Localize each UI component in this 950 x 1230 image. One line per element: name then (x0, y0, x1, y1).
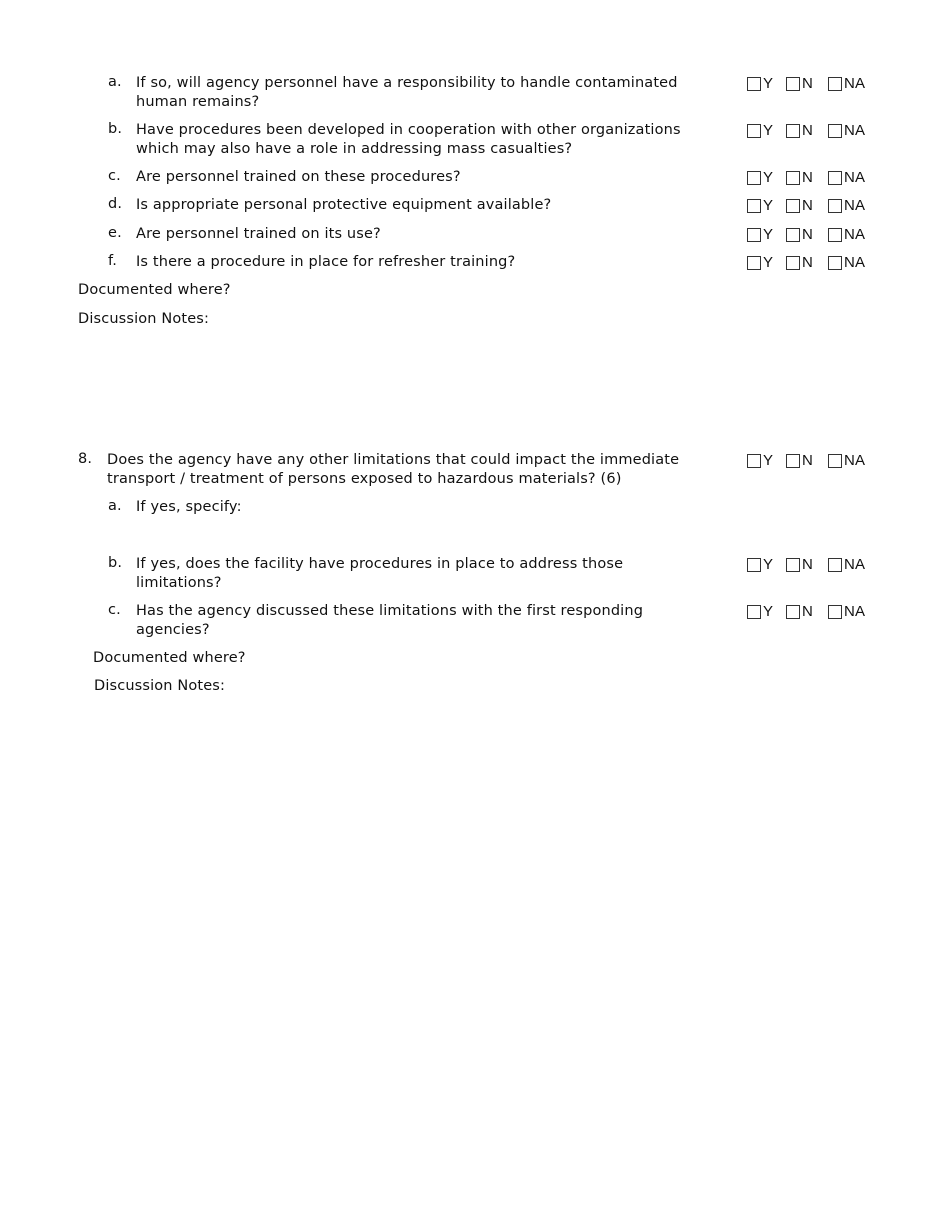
na-checkbox[interactable] (828, 228, 842, 242)
yes-checkbox[interactable] (747, 124, 761, 138)
na-label: NA (844, 254, 866, 271)
na-option[interactable] (828, 168, 865, 187)
question-text: Have procedures been developed in cooperation with other organizations which may also have a role in addressing mass casualties? (136, 122, 681, 157)
yes-checkbox[interactable] (747, 256, 761, 270)
documented-where-label: Documented where? (93, 650, 246, 666)
na-checkbox[interactable] (828, 77, 842, 91)
question-marker: a. (108, 74, 122, 90)
yes-label: Y (763, 122, 774, 139)
yes-label: Y (763, 603, 774, 620)
no-checkbox[interactable] (786, 256, 800, 270)
question-marker: c. (108, 602, 121, 618)
na-checkbox[interactable] (828, 454, 842, 468)
question-text: Are personnel trained on these procedures? (136, 169, 461, 185)
no-option[interactable] (786, 168, 813, 187)
na-checkbox[interactable] (828, 171, 842, 185)
no-label: N (802, 556, 813, 573)
no-label: N (802, 75, 813, 92)
no-option[interactable] (786, 225, 813, 244)
yes-option[interactable] (747, 74, 773, 93)
no-label: N (802, 452, 813, 469)
question-marker: f. (108, 253, 117, 269)
no-option[interactable] (786, 74, 813, 93)
no-option[interactable] (786, 602, 813, 621)
question-marker: c. (108, 168, 121, 184)
discussion-notes-label: Discussion Notes: (94, 678, 226, 694)
documented-where-label: Documented where? (78, 282, 231, 298)
yes-label: Y (763, 556, 774, 573)
na-label: NA (844, 197, 866, 214)
yes-checkbox[interactable] (747, 605, 761, 619)
yes-checkbox[interactable] (747, 171, 761, 185)
na-label: NA (844, 226, 866, 243)
na-label: NA (844, 603, 866, 620)
no-option[interactable] (786, 451, 813, 470)
question-text: If yes, specify: (136, 499, 242, 515)
na-label: NA (844, 75, 866, 92)
no-option[interactable] (786, 253, 813, 272)
question-text: Is appropriate personal protective equipment available? (136, 197, 552, 213)
no-label: N (802, 122, 813, 139)
na-checkbox[interactable] (828, 558, 842, 572)
na-label: NA (844, 169, 866, 186)
na-label: NA (844, 556, 866, 573)
question-number: 8. (78, 451, 93, 467)
no-checkbox[interactable] (786, 77, 800, 91)
no-checkbox[interactable] (786, 454, 800, 468)
discussion-notes-label: Discussion Notes: (78, 311, 210, 327)
no-label: N (802, 169, 813, 186)
question-text: If so, will agency personnel have a responsibility to handle contaminated human remains? (136, 75, 678, 110)
yes-label: Y (763, 452, 774, 469)
yes-option[interactable] (747, 253, 773, 272)
yes-checkbox[interactable] (747, 77, 761, 91)
question-text: Is there a procedure in place for refresher training? (136, 254, 516, 270)
question-text: Does the agency have any other limitations that could impact the immediate transport / treatment of persons exposed to hazardous materials? (6) (107, 452, 680, 487)
yes-label: Y (763, 197, 774, 214)
na-option[interactable] (828, 555, 865, 574)
no-checkbox[interactable] (786, 199, 800, 213)
no-checkbox[interactable] (786, 171, 800, 185)
na-option[interactable] (828, 253, 865, 272)
no-option[interactable] (786, 196, 813, 215)
yes-label: Y (763, 75, 774, 92)
na-checkbox[interactable] (828, 124, 842, 138)
no-label: N (802, 226, 813, 243)
yes-option[interactable] (747, 555, 773, 574)
yes-label: Y (763, 169, 774, 186)
yes-option[interactable] (747, 168, 773, 187)
na-option[interactable] (828, 451, 865, 470)
question-marker: e. (108, 225, 122, 241)
question-text: Are personnel trained on its use? (136, 226, 381, 242)
yes-checkbox[interactable] (747, 199, 761, 213)
na-option[interactable] (828, 225, 865, 244)
yes-label: Y (763, 254, 774, 271)
na-option[interactable] (828, 602, 865, 621)
na-option[interactable] (828, 121, 865, 140)
yes-option[interactable] (747, 196, 773, 215)
question-text: If yes, does the facility have procedures in place to address those limitations? (136, 556, 624, 591)
yes-option[interactable] (747, 451, 773, 470)
na-label: NA (844, 122, 866, 139)
question-marker: a. (108, 498, 122, 514)
question-text: Has the agency discussed these limitations with the first responding agencies? (136, 603, 644, 638)
no-checkbox[interactable] (786, 228, 800, 242)
question-marker: d. (108, 196, 123, 212)
yes-option[interactable] (747, 225, 773, 244)
na-option[interactable] (828, 74, 865, 93)
yes-option[interactable] (747, 602, 773, 621)
yes-label: Y (763, 226, 774, 243)
question-marker: b. (108, 555, 123, 571)
question-marker: b. (108, 121, 123, 137)
no-label: N (802, 197, 813, 214)
no-option[interactable] (786, 121, 813, 140)
no-option[interactable] (786, 555, 813, 574)
na-checkbox[interactable] (828, 605, 842, 619)
no-label: N (802, 254, 813, 271)
yes-checkbox[interactable] (747, 454, 761, 468)
yes-checkbox[interactable] (747, 558, 761, 572)
na-checkbox[interactable] (828, 256, 842, 270)
na-option[interactable] (828, 196, 865, 215)
na-label: NA (844, 452, 866, 469)
no-checkbox[interactable] (786, 605, 800, 619)
no-checkbox[interactable] (786, 124, 800, 138)
yes-checkbox[interactable] (747, 228, 761, 242)
no-label: N (802, 603, 813, 620)
na-checkbox[interactable] (828, 199, 842, 213)
yes-option[interactable] (747, 121, 773, 140)
no-checkbox[interactable] (786, 558, 800, 572)
